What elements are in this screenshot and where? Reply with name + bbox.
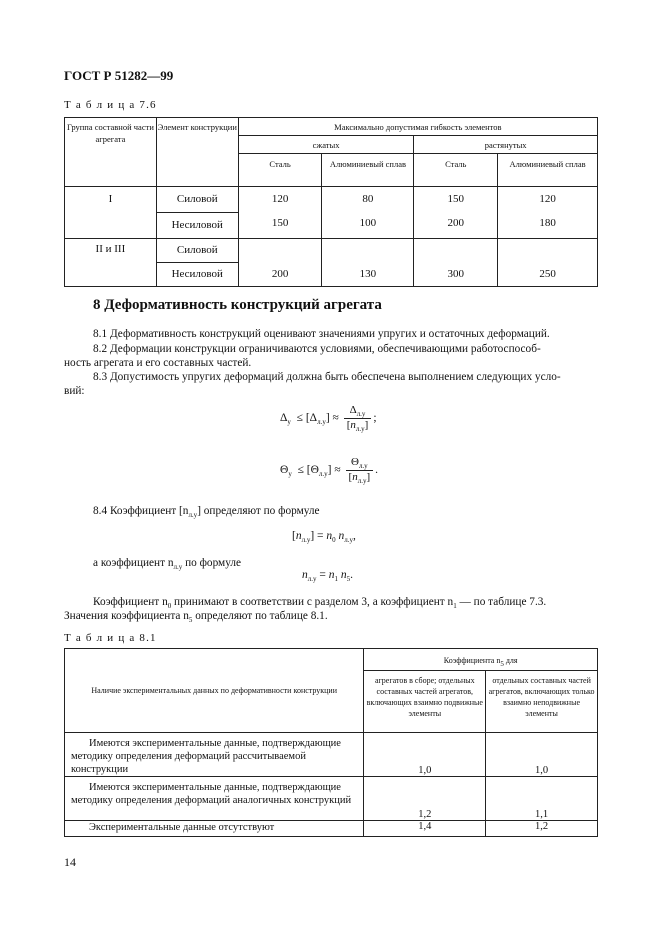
paragraph-8-3-line1: 8.3 Допустимость упругих деформаций должна быть обеспечена выполнением следующих усло- [93,371,561,383]
group-cell: II и III [65,239,157,287]
value-cell: 100 [322,213,414,239]
paragraph-8-2-line1: 8.2 Деформации конструкции ограничиваются условиями, обеспечивающими работоспособ- [93,343,541,355]
header-group: Группа составной части агрегата [65,118,157,187]
value-cell: 1,1 [486,777,598,821]
value-cell: 1,0 [364,733,486,777]
element-cell: Несиловой [156,213,238,239]
header-fixed: отдельных составных частей агрегатов, включающих только взаимно неподвижные элементы [486,671,598,733]
formula-theta: $\Theta_y \le [\Theta_{л.у}]$ ≈ $\frac{\Theta_{л.у}}{[n_{л.у}]}$ . [280,456,379,485]
paragraph-coef: а коэффициент $n_{л.у}$ по формуле [93,557,242,571]
paragraph-8-3-line2: вий: [64,385,85,397]
value-cell [498,239,598,263]
value-cell: 1,0 [486,733,598,777]
table-7-6-caption: Т а б л и ц а 7.6 [64,99,157,111]
formula-n-ly: $[n_{л.у}] = n_0$ $n_{л.у}$, [292,530,356,544]
value-cell [322,239,414,263]
paragraph-n5: Значения коэффициента $n_5$ определяют по таблице 8.1. [64,610,328,624]
value-cell: 120 [238,187,322,213]
value-cell: 180 [498,213,598,239]
value-cell: 130 [322,263,414,287]
header-tensile: растянутых [414,136,598,154]
formula-n-ly-product: $n_{л.у} = n_1$ $n_5$. [302,569,353,583]
value-cell: 200 [414,213,498,239]
table-8-1-caption: Т а б л и ц а 8.1 [64,632,157,644]
value-cell: 250 [498,263,598,287]
header-aluminium: Алюминиевый сплав [498,154,598,187]
paragraph-8-2-line2: ность агрегата и его составных частей. [64,357,252,369]
header-aluminium: Алюминиевый сплав [322,154,414,187]
value-cell: 1,4 [364,821,486,837]
header-compressed: сжатых [238,136,414,154]
page-number: 14 [64,855,76,869]
value-cell: 120 [498,187,598,213]
header-coefficient: Коэффициента n5 для [364,649,598,671]
document-header: ГОСТ Р 51282—99 [64,68,174,83]
element-cell: Несиловой [156,263,238,287]
paragraph-8-4: 8.4 Коэффициент $[n_{л.у}]$ определяют по формуле [93,505,320,519]
element-cell: Силовой [156,239,238,263]
value-cell: 150 [238,213,322,239]
value-cell [414,239,498,263]
value-cell: 200 [238,263,322,287]
header-element: Элемент конструкции [156,118,238,187]
value-cell: 300 [414,263,498,287]
table-row-text: Имеются экспериментальные данные, подтверждающие методику определения деформаций рассчитываемой конструкции [65,733,364,777]
header-assembled: агрегатов в сборе; отдельных составных частей агрегатов, включающих взаимно подвижные элементы [364,671,486,733]
table-7-6 [64,117,598,287]
element-cell: Силовой [156,187,238,213]
formula-delta: $\Delta_y \le [\Delta_{л.у}]$ ≈ $\frac{\Delta_{л.у}}{[n_{л.у}]}$ ; [280,404,377,433]
header-steel: Сталь [238,154,322,187]
value-cell: 1,2 [486,821,598,837]
value-cell: 80 [322,187,414,213]
header-presence: Наличие экспериментальных данных по деформативности конструкции [65,649,364,733]
value-cell [238,239,322,263]
header-max-flexibility: Максимально допустимая гибкость элементов [238,118,597,136]
table-row-text: Экспериментальные данные отсутствуют [65,821,364,837]
section-8-title: 8 Деформативность конструкций агрегата [93,297,382,313]
header-steel: Сталь [414,154,498,187]
table-row-text: Имеются экспериментальные данные, подтверждающие методику определения деформаций аналогичных конструкций [65,777,364,821]
table-8-1 [64,648,598,837]
value-cell: 1,2 [364,777,486,821]
paragraph-n0: Коэффициент $n_0$ принимают в соответствии с разделом 3, а коэффициент $n_1$ — по таблице 7.3. [93,596,547,610]
group-cell: I [65,187,157,239]
paragraph-8-1: 8.1 Деформативность конструкций оценивают значениями упругих и остаточных деформаций. [93,328,550,340]
value-cell: 150 [414,187,498,213]
